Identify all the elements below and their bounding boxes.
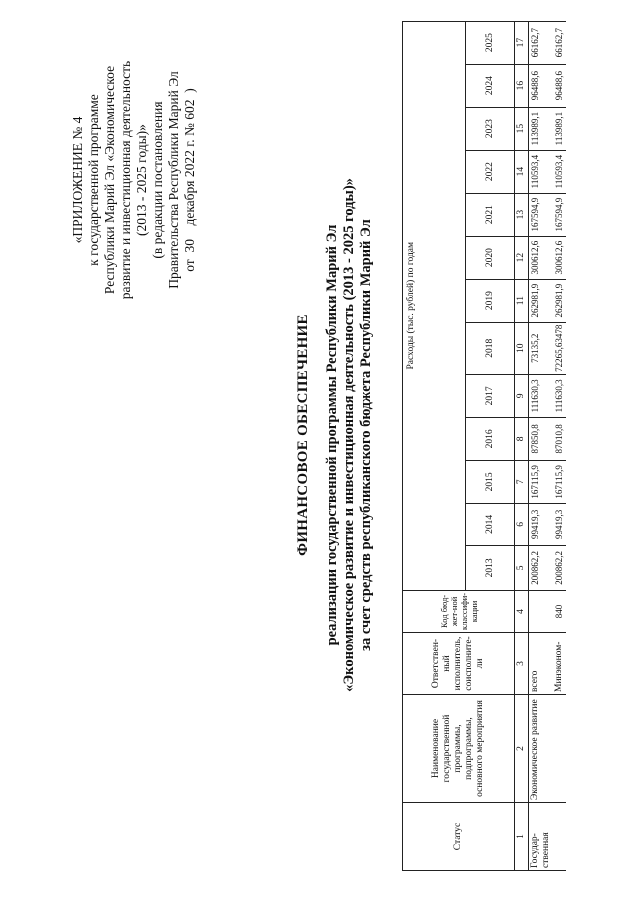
- row-value: 262981,9: [529, 279, 554, 322]
- row-value: 110593,4: [529, 150, 554, 193]
- row-value: 96488,6: [553, 64, 566, 107]
- header-year: 2023: [466, 107, 515, 150]
- row-budget-code: [529, 590, 554, 632]
- row-value: 96488,6: [529, 64, 554, 107]
- financing-table: [402, 21, 566, 871]
- header-year: 2020: [466, 236, 515, 279]
- column-number: 12: [515, 236, 529, 279]
- row-responsible: Минэконом-: [553, 633, 566, 695]
- row-value: 113989,1: [553, 107, 566, 150]
- appendix-title: «ПРИЛОЖЕНИЕ № 4: [70, 116, 85, 244]
- header-year: 2021: [466, 193, 515, 236]
- row-value: 72265,63478: [553, 322, 566, 374]
- row-value: 167594,9: [529, 193, 554, 236]
- column-number: 5: [515, 545, 529, 590]
- row-value: 167594,9: [553, 193, 566, 236]
- row-status: [553, 803, 566, 871]
- column-number: 11: [515, 279, 529, 322]
- column-number: 3: [515, 633, 529, 695]
- header-status: Статус: [403, 803, 515, 871]
- column-number: 15: [515, 107, 529, 150]
- row-value: 262981,9: [553, 279, 566, 322]
- header-year: 2025: [466, 21, 515, 64]
- appendix-line: Республики Марий Эл «Экономическое: [102, 65, 117, 295]
- header-expenses: Расходы (тыс. рублей) по годам: [403, 21, 466, 590]
- header-year: 2014: [466, 503, 515, 545]
- appendix-line: Правительства Республики Марий Эл: [166, 71, 181, 289]
- row-budget-code: 840: [553, 590, 566, 632]
- column-number: 16: [515, 64, 529, 107]
- table-row: [529, 21, 554, 870]
- row-value: 167115,9: [553, 460, 566, 503]
- table-row: [553, 21, 566, 870]
- row-value: 99419,3: [553, 503, 566, 545]
- header-name: Наименование государственной программы, подпрограммы, основного мероприятия: [403, 695, 515, 803]
- document-heading: [295, 115, 375, 755]
- row-value: 87010,8: [553, 417, 566, 460]
- header-budget-code: Код бюд-жет-ной классифи-кации: [403, 590, 515, 632]
- row-value: 73135,2: [529, 322, 554, 374]
- column-number: 8: [515, 417, 529, 460]
- header-year: 2016: [466, 417, 515, 460]
- appendix-line: (2013 - 2025 годы)»: [134, 124, 149, 236]
- row-name: Экономическое развитие: [529, 695, 554, 803]
- document-subtitle-2: «Экономическое развитие и инвестиционная деятельность (2013 - 2025 годы)»: [341, 178, 357, 692]
- appendix-block: [70, 15, 198, 345]
- appendix-decree-date: от 30 декабря 2022 г. № 602 ): [182, 88, 197, 272]
- document-subtitle-1: реализации государственной программы Республики Марий Эл: [324, 224, 340, 646]
- column-number: 7: [515, 460, 529, 503]
- row-value: 66162,7: [529, 21, 554, 64]
- header-year: 2015: [466, 460, 515, 503]
- header-year: 2024: [466, 64, 515, 107]
- appendix-line: к государственной программе: [86, 94, 101, 266]
- document-title: ФИНАНСОВОЕ ОБЕСПЕЧЕНИЕ: [295, 314, 311, 556]
- column-number: 13: [515, 193, 529, 236]
- row-value: 167115,9: [529, 460, 554, 503]
- column-number: 10: [515, 322, 529, 374]
- row-value: 113989,1: [529, 107, 554, 150]
- appendix-line: развитие и инвестиционная деятельность: [118, 60, 133, 300]
- header-year: 2013: [466, 545, 515, 590]
- row-value: 300612,6: [529, 236, 554, 279]
- header-year: 2017: [466, 374, 515, 417]
- table-header-row: [403, 21, 466, 870]
- appendix-line: (в редакции постановления: [150, 101, 165, 259]
- header-year: 2019: [466, 279, 515, 322]
- header-year: 2022: [466, 150, 515, 193]
- column-number: 9: [515, 374, 529, 417]
- row-name: [553, 695, 566, 803]
- column-number: 2: [515, 695, 529, 803]
- row-value: 87850,8: [529, 417, 554, 460]
- row-responsible: всего: [529, 633, 554, 695]
- column-number: 4: [515, 590, 529, 632]
- row-value: 99419,3: [529, 503, 554, 545]
- row-value: 200862,2: [553, 545, 566, 590]
- header-responsible: Ответствен-ный исполнитель, соисполните-ли: [403, 633, 515, 695]
- row-value: 110593,4: [553, 150, 566, 193]
- row-value: 300612,6: [553, 236, 566, 279]
- column-number: 1: [515, 803, 529, 871]
- row-value: 66162,7: [553, 21, 566, 64]
- row-status: Государ-ственная: [529, 803, 554, 871]
- row-value: 111630,3: [553, 374, 566, 417]
- table-colnum-row: [515, 21, 529, 870]
- column-number: 14: [515, 150, 529, 193]
- header-year: 2018: [466, 322, 515, 374]
- column-number: 6: [515, 503, 529, 545]
- column-number: 17: [515, 21, 529, 64]
- row-value: 111630,3: [529, 374, 554, 417]
- document-subtitle-3: за счет средств республиканского бюджета Республики Марий Эл: [358, 219, 374, 651]
- row-value: 200862,2: [529, 545, 554, 590]
